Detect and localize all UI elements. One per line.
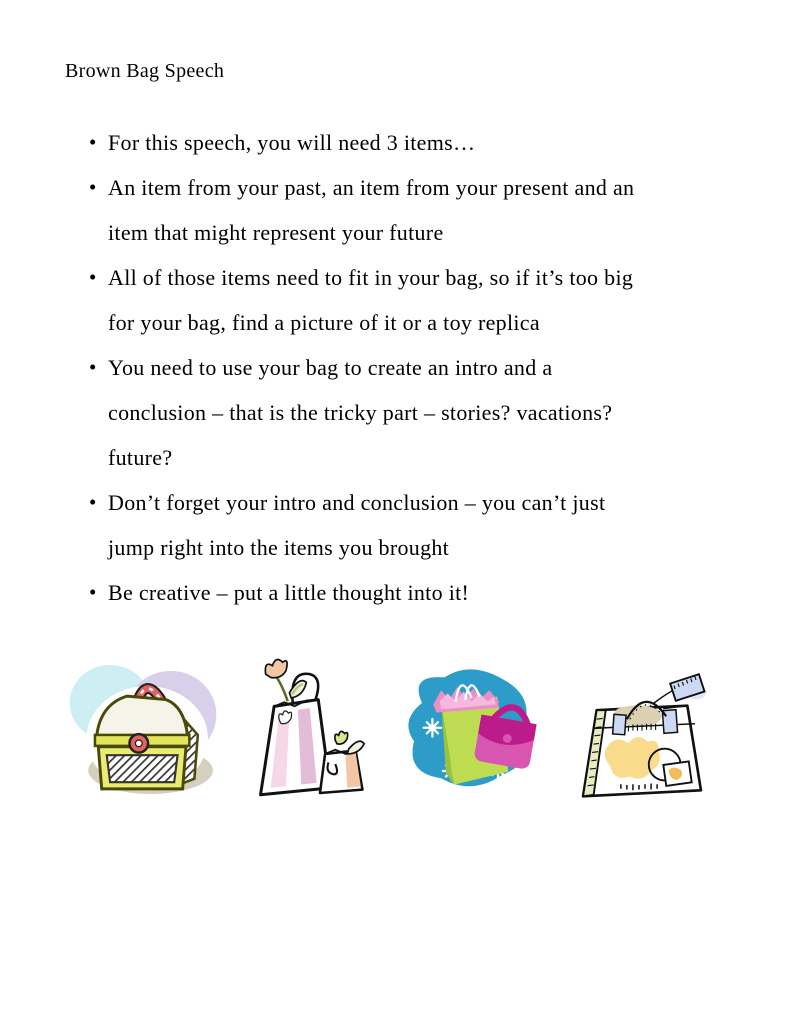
bullet-item xyxy=(89,255,634,345)
shopping-bag-with-price-tag-icon xyxy=(574,666,710,808)
large-bag-body xyxy=(261,700,331,795)
tulip-flower xyxy=(265,659,287,677)
page-title: Brown Bag Speech xyxy=(65,60,225,82)
bullet-marker: • xyxy=(89,265,97,289)
shopping-bag-and-purse-icon xyxy=(392,655,540,799)
bullet-list xyxy=(89,120,635,615)
bullet-line: An item from your past, an item from your present and an xyxy=(108,175,635,200)
bullet-marker: • xyxy=(89,580,97,604)
bullet-item xyxy=(89,570,634,615)
school-satchel-icon xyxy=(64,654,222,799)
bullet-item xyxy=(89,480,634,570)
small-gift-bag xyxy=(320,731,364,793)
bullet-line: item that might represent your future xyxy=(108,220,444,245)
small-bag-leaf xyxy=(347,741,364,754)
flower-stem xyxy=(276,676,288,701)
bullet-marker: • xyxy=(89,130,97,154)
large-gift-bag xyxy=(261,659,331,794)
satchel-clasp-hole xyxy=(135,740,142,747)
clipart-shopping-bag-and-purse xyxy=(392,655,540,799)
bullet-marker: • xyxy=(89,355,97,379)
bullet-line: for your bag, find a picture of it or a toy replica xyxy=(108,310,540,335)
bullet-line: Don’t forget your intro and conclusion – you can’t just xyxy=(108,490,606,515)
bullet-item xyxy=(89,165,635,255)
bullet-item xyxy=(89,345,634,480)
bullet-marker: • xyxy=(89,490,97,514)
small-bag-bud xyxy=(335,731,348,744)
clipart-paper-gift-bags xyxy=(240,652,366,810)
clipart-shopping-bag-with-price-tag xyxy=(574,666,710,808)
blue-tab-left xyxy=(613,714,626,734)
bullet-line: future? xyxy=(108,445,173,470)
price-tag xyxy=(653,674,707,704)
flower-leaf xyxy=(289,681,306,698)
satchel-front-panel xyxy=(107,755,178,782)
bullet-line: For this speech, you will need 3 items… xyxy=(108,130,476,155)
bullet-line: Be creative – put a little thought into it! xyxy=(108,580,470,605)
paper-gift-bags-icon xyxy=(240,652,366,810)
bullet-line: You need to use your bag to create an intro and a xyxy=(108,355,553,380)
sketched-bag xyxy=(583,702,701,796)
bullet-line: conclusion – that is the tricky part – stories? vacations? xyxy=(108,400,613,425)
clipart-school-satchel xyxy=(64,654,222,799)
bullet-line: jump right into the items you brought xyxy=(108,535,450,560)
bullet-item xyxy=(89,120,634,165)
bullet-line: All of those items need to fit in your bag, so if it’s too big xyxy=(108,265,634,290)
bullet-marker: • xyxy=(89,175,97,199)
